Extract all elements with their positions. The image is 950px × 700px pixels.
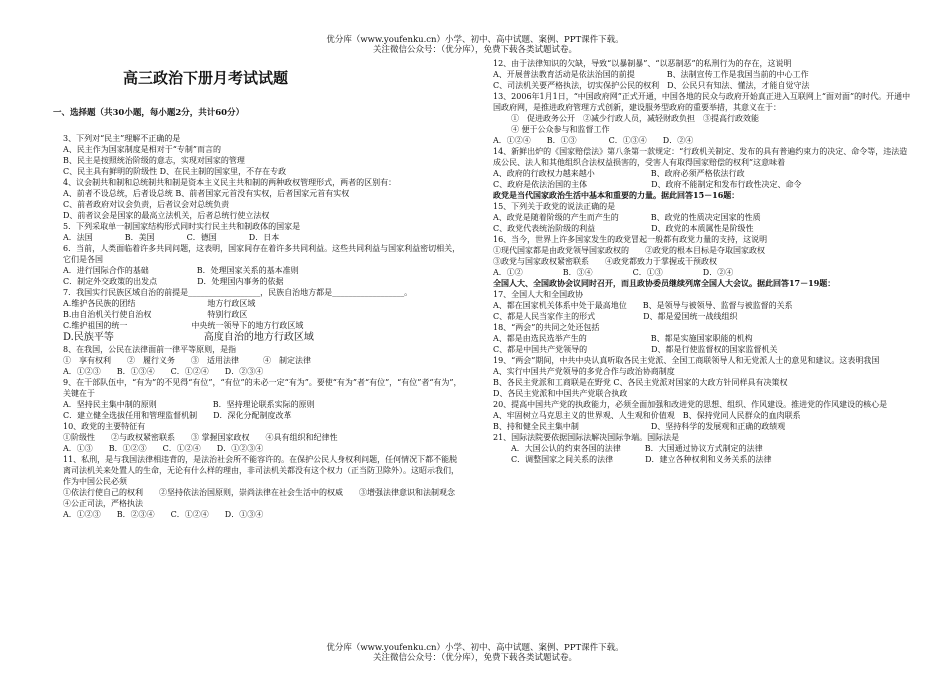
- question-20-option-cd: B、持和健全民主集中制 D、坚持科学的发展观和正确的政绩观: [493, 422, 786, 431]
- question-11-options: A．①②③ B．②③④ C．①②④ D．①③④: [63, 510, 264, 519]
- question-6-option-ab: A．进行国际合作的基础 B．处理国家关系的基本准则: [63, 266, 299, 275]
- question-21: 21、国际法院要依据国际法解决国际争端。国际法是: [493, 433, 680, 442]
- question-13-item-4: ④ 便于公众参与和监督工作: [511, 125, 610, 134]
- question-8-options: A．①②③ B．①③④ C．①②④ D．②③④: [63, 367, 264, 376]
- question-16-items-12: ①现代国家都是由政党领导国家政权的 ②政党的根本目标是夺取国家政权: [493, 246, 765, 255]
- question-7-option-d: D.民族平等 高度自治的地方行政区域: [63, 332, 314, 343]
- question-12: 12、由于法律知识的欠缺，导致“以暴制暴”、“以恶制恶”的私刑行为的存在，这说明: [493, 59, 792, 68]
- question-13: 13、2006年1月1日，“中国政府网”正式开通，中国各地的民众与政府开始真正进入互联网上“面对面”的时代。开通中国政府网，是推进政府管理方式创新，建设服务型政府的重要举措，其意义在于：: [493, 92, 911, 112]
- footer-line-2: 关注微信公众号：（优分库），免费下载各类试题试卷。: [372, 653, 577, 663]
- question-19-option-a: A、实行中国共产党领导的多党合作与政治协商制度: [493, 367, 675, 376]
- question-20: 20、提高中国共产党的执政能力，必须全面加强和改进党的思想、组织、作风建设。推进党的作风建设的核心是: [493, 400, 888, 409]
- question-16-options: A．①② B．③④ C．①③ D．②④: [493, 268, 734, 277]
- question-19-option-bc: B、各民主党派和工商联是在野党 C、各民主党派对国家的大政方针同样具有决策权: [493, 378, 788, 387]
- question-4-option-ab: A、前者不设总统，后者设总统 B、前者国家元首没有实权，后者国家元首有实权: [63, 189, 350, 198]
- question-19: 19、“两会”期间，中共中央认真听取各民主党派、全国工商联领导人和无党派人士的意见和建议。这表明我国: [493, 356, 880, 365]
- question-10: 10、政党的主要特征有: [63, 422, 146, 431]
- question-17: 17、全国人大和全国政协: [493, 290, 584, 299]
- question-7-option-b: B.由自治机关行使自治权 特别行政区: [63, 310, 248, 319]
- question-16-items-34: ③政党与国家政权紧密联系 ④政党都致力于掌握或干预政权: [493, 257, 717, 266]
- question-18: 18、“两会”的共同之处还包括: [493, 323, 600, 332]
- passage-17-19: 全国人大、全国政协会议同时召开，而且政协委员继续列席全国人大会议。据此回答17－19题：: [493, 278, 836, 288]
- question-17-option-ab: A、都在国家机关体系中处于最高地位 B、是领导与被领导、监督与被监督的关系: [493, 301, 793, 310]
- left-column: [45, 68, 471, 520]
- question-6-option-cd: C．制定外交政策的出发点 D．处理国内事务的依据: [63, 277, 284, 286]
- question-12-option-cd: C、司法机关要严格执法，切实保护公民的权利 D、公民只有知法、懂法，才能自觉守法: [493, 81, 810, 90]
- question-19-option-d: D、各民主党派和中国共产党联合执政: [493, 389, 628, 398]
- question-5-options: A．法国 B．美国 C．德国 D．日本: [63, 233, 280, 242]
- exam-title: 高三政治下册月考试试题: [123, 69, 289, 87]
- question-15-option-cd: C、政党代表统治阶级的利益 D、政党的本质属性是阶级性: [493, 224, 754, 233]
- question-7: 7．我国实行民族区域自治的前提是__________________，民族自治地方都是__________________。: [63, 288, 413, 297]
- right-column: [493, 58, 911, 465]
- question-8-items: ① 享有权利 ② 履行义务 ③ 适用法律 ④ 制定法律: [63, 356, 311, 365]
- question-3-option-b: B、民主是按照统治阶级的意志，实现对国家的管理: [63, 156, 245, 165]
- header-line-1: 优分库（www.youfenku.cn）小学、初中、高中试题、案例、PPT课件下载。: [326, 35, 624, 45]
- question-3-option-a: A、民主作为国家制度是相对于“专制”而言的: [63, 145, 221, 154]
- question-10-options: A．①③ B．①②③ C．①②④ D．①②③④: [63, 444, 264, 453]
- question-14: 14、新鲜出炉的《国家赔偿法》第八条第一款规定：“行政机关制定、发布的具有普遍约束力的决定、命令等，违法造成公民、法人和其他组织合法权益损害的，受害人有取得国家赔偿的权利”这意味着: [493, 147, 908, 167]
- question-10-items: ①阶级性 ②与政权紧密联系 ③ 掌握国家政权 ④具有组织和纪律性: [63, 433, 338, 442]
- question-3-option-cd: C、民主具有鲜明的阶级性 D、在民主制的国家里，不存在专政: [63, 167, 287, 176]
- question-9-option-ab: A．坚持民主集中制的原则 B．坚持理论联系实际的原则: [63, 400, 315, 409]
- question-5: 5．下列采取单一制国家结构形式同时实行民主共和制政体的国家是: [63, 222, 301, 231]
- question-8: 8、在我国，公民在法律面前一律平等原则，是指: [63, 345, 237, 354]
- question-21-option-cd: C．调整国家之间关系的法律 D．建立各种权利和义务关系的法律: [511, 455, 772, 464]
- question-17-option-cd: C、都是人民当家作主的形式 D、都是爱国统一战线组织: [493, 312, 738, 321]
- question-15: 15、下列关于政党的说法正确的是: [493, 202, 616, 211]
- page-footer: [0, 643, 950, 663]
- question-6: 6．当前，人类面临着许多共同问题，这表明，国家间存在着许多共同利益。这些共同利益与国家利益密切相关，它们是各国: [63, 244, 461, 264]
- question-4-option-d: D、前者议会是国家的最高立法机关，后者总统行使立法权: [63, 211, 270, 220]
- question-9-option-cd: C．建立健全选拔任用和管理监督机制 D．深化分配制度改革: [63, 411, 292, 420]
- passage-15-16: 政党是当代国家政治生活中基本和重要的力量。据此回答15－16题：: [493, 190, 740, 200]
- question-14-option-cd: C、政府是依法治国的主体 D、政府不能制定和发布行政性决定、命令: [493, 180, 802, 189]
- question-15-option-ab: A、政党是随着阶级的产生而产生的 B、政党的性质决定国家的性质: [493, 213, 761, 222]
- question-18-option-ab: A、都是由选民选举产生的 B、都是实施国家职能的机构: [493, 334, 753, 343]
- header-line-2: 关注微信公众号：（优分库），免费下载各类试题试卷。: [372, 45, 577, 55]
- question-4: 4、议会制共和制和总统制共和制是资本主义民主共和制的两种政权管理形式，两者的区别有：: [63, 178, 397, 187]
- question-3: 3、下列对“民主”理解不正确的是: [63, 134, 181, 143]
- question-4-option-c: C、前者政府对议会负责，后者议会对总统负责: [63, 200, 230, 209]
- question-7-option-c: C.维护祖国的统一 中央统一领导下的地方行政区域: [63, 321, 304, 330]
- question-14-option-ab: A、政府的行政权力越来越小 B、政府必须严格依法行政: [493, 169, 745, 178]
- question-13-items: ① 促进政务公开 ②减少行政人员，减轻财政负担 ③提高行政效能: [511, 114, 759, 123]
- question-11-items: ①依法行使自己的权利 ②坚持依法治国原则，崇尚法律在社会生活中的权威 ③增强法律意识和法制观念 ④公正司法，严格执法: [63, 488, 471, 508]
- page-header: [0, 35, 950, 55]
- question-11: 11、私刑，是与我国法律相违背的，是法治社会所不能容许的。在保护公民人身权利问题，任何情况下都不能脱离司法机关来处置人的生命，无论有什么样的理由，非司法机关都没有这个权力（正当防卫除外）。这昭示我们，作为中国公民必须: [63, 455, 459, 486]
- question-12-option-ab: A、开展普法教育活动是依法治国的前提 B、法制宣传工作是我国当前的中心工作: [493, 70, 809, 79]
- question-21-option-ab: A．大国公认的约束各国的法律 B．大国通过协议方式制定的法律: [511, 444, 763, 453]
- question-7-option-a: A.维护各民族的团结 地方行政区域: [63, 299, 256, 308]
- question-13-options: A．①②④ B．①③ C．①③④ D．②④: [493, 136, 694, 145]
- footer-line-1: 优分库（www.youfenku.cn）小学、初中、高中试题、案例、PPT课件下载。: [326, 643, 624, 653]
- section-heading: 一、选择题（共30小题，每小题2分，共计60分）: [53, 108, 245, 118]
- question-9: 9、在干部队伍中，“有为”的不见得“有位”，“有位”的未必一定“有为”。要使“有为”者“有位”，“有位”者“有为”，关键在于: [63, 378, 462, 398]
- question-16: 16、当今，世界上许多国家发生的政党冒起一般都有政党力量的支持，这说明: [493, 235, 768, 244]
- question-18-option-cd: C、都是中国共产党领导的 D、都是行使监督权的国家监督机关: [493, 345, 778, 354]
- question-20-option-ab: A、牢固树立马克思主义的世界观、人生观和价值观 B、保持党同人民群众的血肉联系: [493, 411, 801, 420]
